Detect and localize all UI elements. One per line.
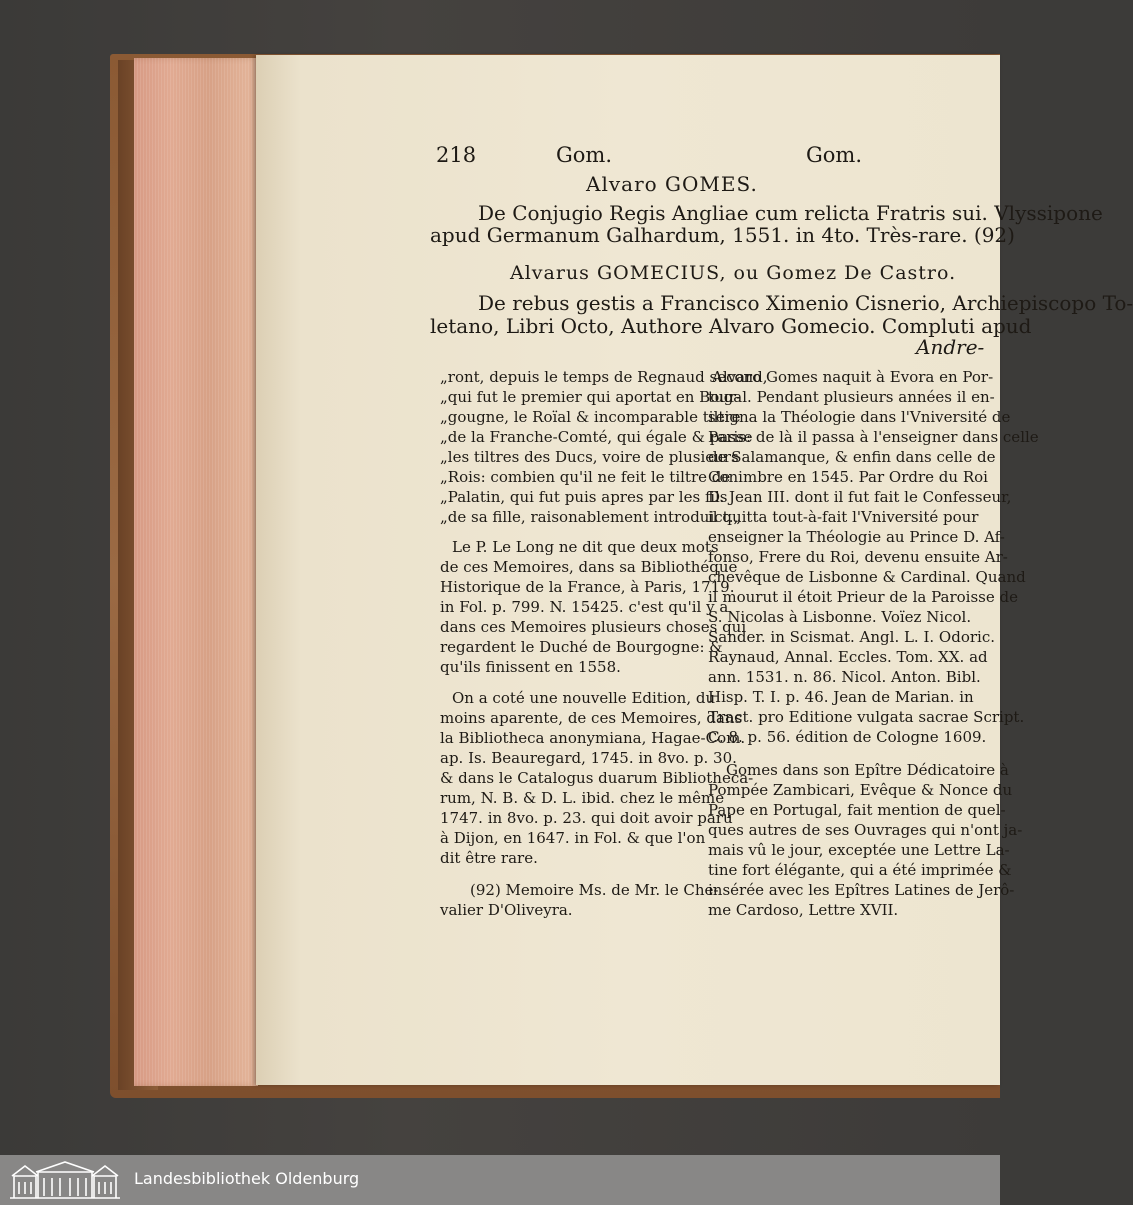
left-line: Le P. Le Long ne dit que deux mots [452,538,719,556]
left-line: à Dijon, en 1647. in Fol. & que l'on [440,829,706,847]
left-line: rum, N. B. & D. L. ibid. chez le même [440,789,725,807]
right-line: Raynaud, Annal. Eccles. Tom. XX. ad [708,648,988,666]
left-line: dans ces Memoires plusieurs choses qui [440,618,747,636]
right-line: Conimbre en 1545. Par Ordre du Roi [708,468,988,486]
right-line: de Salamanque, & enfin dans celle de [708,448,996,466]
right-line: enseigner la Théologie au Prince D. Af- [708,528,1005,546]
right-line: me Cardoso, Lettre XVII. [708,901,899,919]
left-line: „de sa fille, raisonablement introduict.„ [440,508,742,526]
page-number: 218 [436,143,477,167]
running-head-left: Gom. [556,143,613,167]
right-line: il mourut il étoit Prieur de la Paroisse de [708,588,1018,606]
right-line: ques autres de ses Ouvrages qui n'ont ja- [708,821,1023,839]
left-line: „Rois: combien qu'il ne feit le tiltre de [440,468,731,486]
left-line: in Fol. p. 799. N. 15425. c'est qu'il y a [440,598,729,616]
right-line: Pape en Portugal, fait mention de quel- [708,801,1006,819]
left-line: la Bibliotheca anonymiana, Hagae-Com. [440,729,746,747]
left-line: „ront, depuis le temps de Regnaud second, [440,368,768,386]
catchword: Andre- [916,335,985,359]
right-line: tugal. Pendant plusieurs années il en- [708,388,995,406]
right-line: Tract. pro Editione vulgata sacrae Script. [708,708,1025,726]
right-line: Pompée Zambicari, Evêque & Nonce du [708,781,1013,799]
left-line: moins aparente, de ces Memoires, dans [440,709,743,727]
left-line: „les tiltres des Ducs, voire de plusieurs [440,448,739,466]
right-line: mais vû le jour, exceptée une Lettre La- [708,841,1010,859]
entry-line: De Conjugio Regis Angliae cum relicta Fratris sui. Vlyssipone [478,201,1103,225]
right-line: D. Jean III. dont il fut fait le Confesseur, [708,488,1012,506]
entry-line: apud Germanum Galhardum, 1551. in 4to. Très-rare. (92) [430,223,1015,247]
right-line: S. Nicolas à Lisbonne. Voïez Nicol. [708,608,972,626]
right-line: il quitta tout-à-fait l'Vniversité pour [708,508,979,526]
left-line: de ces Memoires, dans sa Bibliothéque [440,558,738,576]
left-line: „gougne, le Roïal & incomparable tiltre [440,408,741,426]
right-line: Sander. in Scismat. Angl. L. I. Odoric. [708,628,995,646]
red-speckled-page-edges [134,58,258,1086]
right-line: seigna la Théologie dans l'Vniversité de [708,408,1011,426]
left-line: & dans le Catalogus duarum Bibliotheca- [440,769,754,787]
running-head-right: Gom. [806,143,863,167]
footnote-line: (92) Memoire Ms. de Mr. le Che- [470,881,719,899]
entry-line: letano, Libri Octo, Authore Alvaro Gomecio. Compluti apud [430,314,1032,338]
left-line: dit être rare. [440,849,538,867]
right-line: Gomes dans son Epître Dédicatoire à [726,761,1009,779]
left-line: regardent le Duché de Bourgogne: & [440,638,723,656]
right-line: C. 8. p. 56. édition de Cologne 1609. [708,728,987,746]
library-building-icon [8,1160,122,1200]
right-line: Paris: de là il passa à l'enseigner dans celle [708,428,1039,446]
entry-line: De rebus gestis a Francisco Ximenio Cisnerio, Archiepiscopo To- [478,291,1133,315]
left-line: qu'ils finissent en 1558. [440,658,621,676]
library-name: Landesbibliothek Oldenburg [134,1169,360,1188]
right-line: ann. 1531. n. 86. Nicol. Anton. Bibl. [708,668,981,686]
book-page [256,55,1133,1085]
left-line: On a coté une nouvelle Edition, du [452,689,716,707]
left-line: 1747. in 8vo. p. 23. qui doit avoir paru [440,809,733,827]
right-line: insérée avec les Epîtres Latines de Jerô- [708,881,1015,899]
right-line: chevêque de Lisbonne & Cardinal. Quand [708,568,1026,586]
right-line: tine fort élégante, qui a été imprimée & [708,861,1012,879]
left-line: ap. Is. Beauregard, 1745. in 8vo. p. 30. [440,749,737,767]
right-line: Alvaro Gomes naquit à Evora en Por- [712,368,994,386]
right-line: Hisp. T. I. p. 46. Jean de Marian. in [708,688,974,706]
right-line: fonso, Frere du Roi, devenu ensuite Ar- [708,548,1008,566]
footnote-line: valier D'Oliveyra. [440,901,573,919]
entry-heading-gomes: Alvaro GOMES. [586,172,758,196]
entry-heading-gomecius: Alvarus GOMECIUS, ou Gomez De Castro. [510,262,957,284]
left-line: „de la Franche-Comté, qui égale & passe [440,428,753,446]
left-line: Historique de la France, à Paris, 1719. [440,578,735,596]
left-line: „Palatin, qui fut puis apres par les fils [440,488,728,506]
left-line: „qui fut le premier qui aportat en Bour- [440,388,742,406]
